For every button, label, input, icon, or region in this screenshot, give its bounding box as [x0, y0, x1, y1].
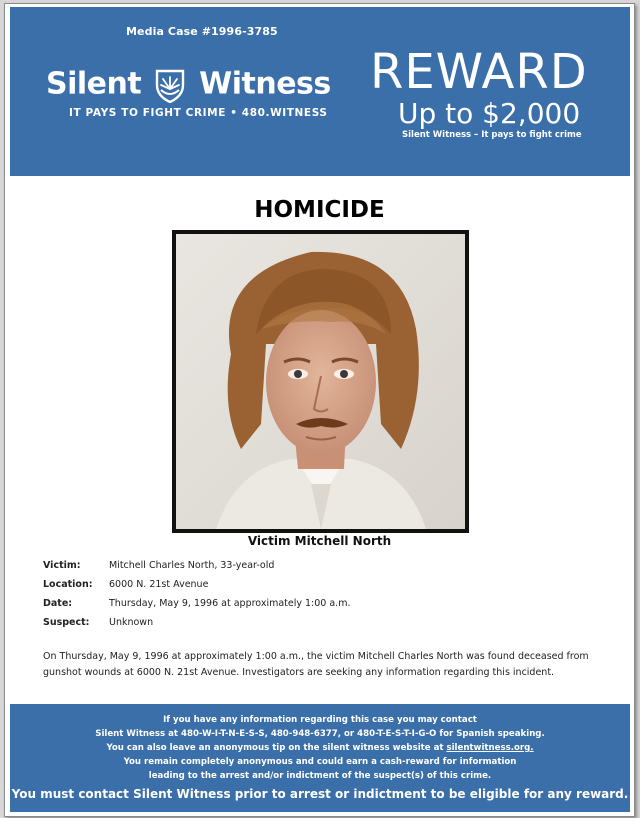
- detail-label: Date:: [43, 598, 73, 609]
- detail-value: Mitchell Charles North, 33-year-old: [109, 560, 275, 571]
- contact-line-1: If you have any information regarding this case you may contact: [163, 715, 477, 725]
- detail-label: Victim:: [43, 560, 81, 571]
- header-banner: [10, 7, 630, 176]
- reward-amount: Up to $2,000: [398, 97, 581, 130]
- contact-line-5: leading to the arrest and/or indictment of the suspect(s) of this crime.: [148, 771, 492, 781]
- brand-word-witness: Witness: [199, 66, 331, 102]
- silent-witness-logo: [46, 65, 331, 103]
- contact-line-4: You remain completely anonymous and could earn a cash-reward for information: [123, 757, 517, 767]
- media-case-number: Media Case #1996-3785: [126, 25, 278, 38]
- reward-tagline: Silent Witness – It pays to fight crime: [402, 130, 582, 140]
- detail-value: Thursday, May 9, 1996 at approximately 1:00 a.m.: [109, 598, 351, 609]
- contact-line-3: [10, 741, 630, 755]
- footer-banner: [10, 704, 630, 812]
- crime-type-title: HOMICIDE: [254, 197, 385, 223]
- case-summary: On Thursday, May 9, 1996 at approximately 1:00 a.m., the victim Mitchell Charles North was found deceased from gunshot wounds at 6000 N. 21st Avenue. Investigators are seeking any information regarding this incident.: [43, 651, 589, 678]
- reward-title: REWARD: [370, 44, 588, 100]
- shield-sunburst-icon: [153, 65, 187, 103]
- contact-line-3-text: You can also leave an anonymous tip on the silent witness website at: [106, 743, 444, 753]
- website-link[interactable]: silentwitness.org.: [446, 743, 534, 753]
- detail-value: 6000 N. 21st Avenue: [109, 579, 209, 590]
- reward-eligibility-notice: You must contact Silent Witness prior to arrest or indictment to be eligible for any reward.: [11, 787, 629, 801]
- victim-portrait-image: [176, 234, 465, 529]
- detail-value: Unknown: [109, 617, 154, 628]
- detail-label: Location:: [43, 579, 93, 590]
- photo-caption: Victim Mitchell North: [247, 534, 392, 548]
- brand-word-silent: Silent: [46, 66, 142, 102]
- brand-tagline: IT PAYS TO FIGHT CRIME • 480.WITNESS: [69, 107, 328, 119]
- contact-line-2: Silent Witness at 480-W-I-T-N-E-S-S, 480-948-6377, or 480-T-E-S-T-I-G-O for Spanish speaking.: [95, 729, 545, 739]
- flyer-sheet: [4, 3, 635, 817]
- victim-photo: [172, 230, 469, 533]
- detail-label: Suspect:: [43, 617, 90, 628]
